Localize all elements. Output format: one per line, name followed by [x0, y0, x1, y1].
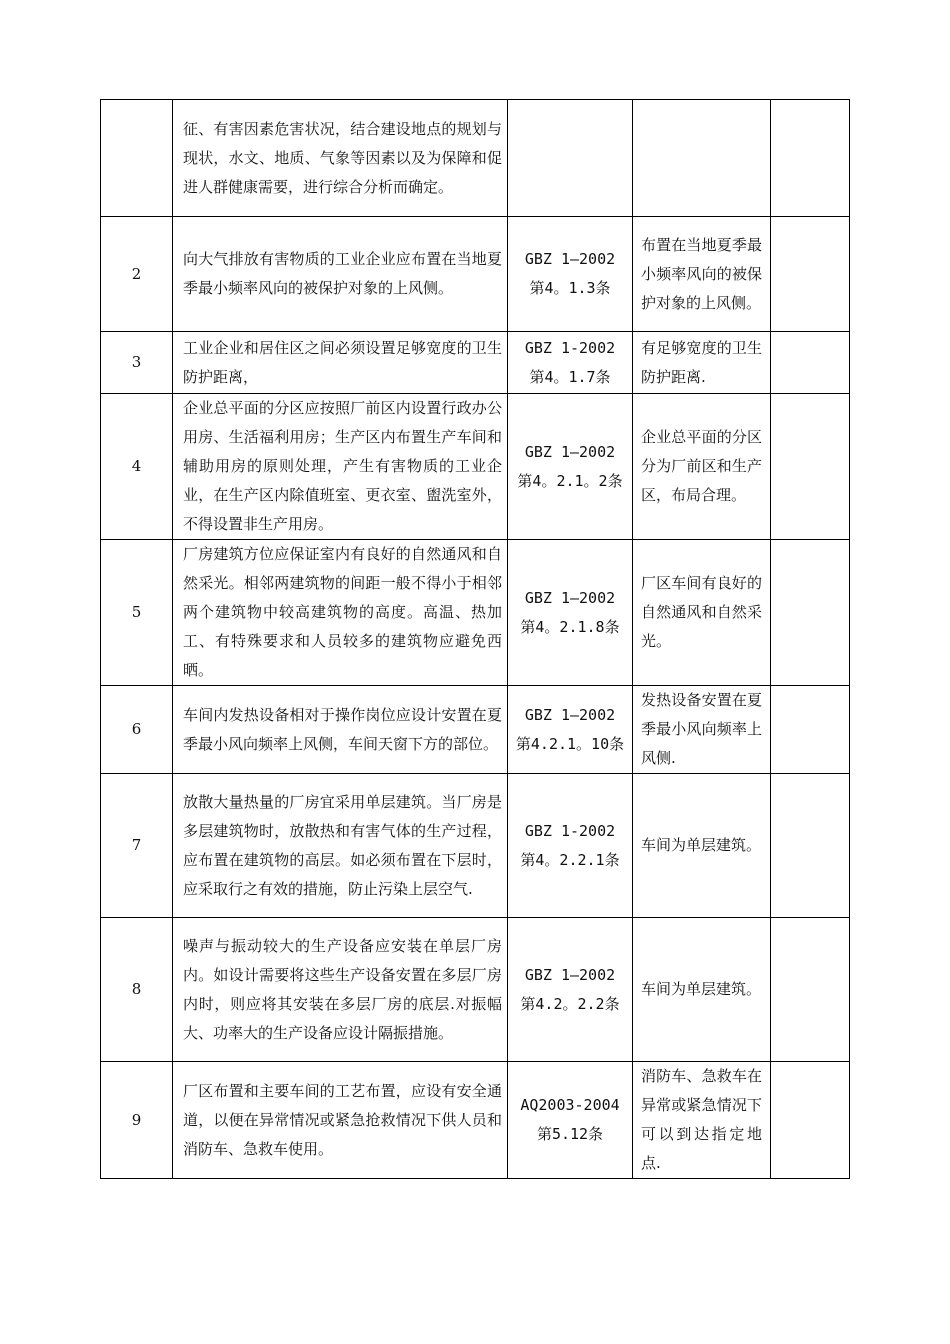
reference-clause: 第4。1.3条 — [529, 279, 611, 297]
row-number: 5 — [101, 540, 173, 686]
reference-clause: 第4。2.1。2条 — [517, 471, 623, 490]
reference-clause: 第4.2。2.2条 — [520, 994, 620, 1013]
row-number: 2 — [101, 217, 173, 332]
row-number — [101, 100, 173, 217]
table-row — [101, 1062, 850, 1179]
row-number: 6 — [101, 686, 173, 774]
checklist-table — [100, 99, 850, 1179]
reference-cell — [508, 686, 633, 774]
table-row — [101, 918, 850, 1062]
row-number: 4 — [101, 394, 173, 540]
requirement-text: 厂区布置和主要车间的工艺布置，应设有安全通道，以便在异常情况或紧急抢救情况下供人员和消防车、急救车使用。 — [173, 1062, 508, 1179]
requirement-text: 噪声与振动较大的生产设备应安装在单层厂房内。如设计需要将这些生产设备安置在多层厂房内时，则应将其安装在多层厂房的底层.对振幅大、功率大的生产设备应设计隔振措施。 — [173, 918, 508, 1062]
reference-clause: 第4.2.1。10条 — [515, 734, 625, 753]
result-text: 车间为单层建筑。 — [633, 774, 771, 918]
reference-clause: 第4。2.2.1条 — [520, 850, 620, 869]
table-row — [101, 774, 850, 918]
reference-standard: GBZ 1—2002 — [524, 965, 616, 984]
note-cell — [771, 540, 850, 686]
requirement-text: 企业总平面的分区应按照厂前区内设置行政办公用房、生活福利用房；生产区内布置生产车间和辅助用房的原则处理，产生有害物质的工业企业，在生产区内除值班室、更衣室、盥洗室外，不得设置非生产用房。 — [173, 394, 508, 540]
reference-standard: GBZ 1—2002 — [524, 250, 616, 268]
row-number: 3 — [101, 332, 173, 394]
note-cell — [771, 774, 850, 918]
note-cell — [771, 100, 850, 217]
reference-standard: GBZ 1-2002 — [524, 821, 616, 840]
row-number: 8 — [101, 918, 173, 1062]
result-text: 消防车、急救车在异常或紧急情况下可以到达指定地点. — [633, 1062, 771, 1179]
table-row — [101, 100, 850, 217]
result-text: 布置在当地夏季最小频率风向的被保护对象的上风侧。 — [633, 217, 771, 332]
requirement-text: 厂房建筑方位应保证室内有良好的自然通风和自然采光。相邻两建筑物的间距一般不得小于相邻两个建筑物中较高建筑物的高度。高温、热加工、有特殊要求和人员较多的建筑物应避免西晒。 — [173, 540, 508, 686]
row-number: 9 — [101, 1062, 173, 1179]
note-cell — [771, 394, 850, 540]
result-text: 车间为单层建筑。 — [633, 918, 771, 1062]
reference-standard: GBZ 1-2002 — [524, 338, 616, 357]
note-cell — [771, 1062, 850, 1179]
requirement-text: 向大气排放有害物质的工业企业应布置在当地夏季最小频率风向的被保护对象的上风侧。 — [173, 217, 508, 332]
table-row — [101, 394, 850, 540]
table-row — [101, 686, 850, 774]
result-text: 有足够宽度的卫生防护距离. — [633, 332, 771, 394]
reference-cell — [508, 332, 633, 394]
note-cell — [771, 217, 850, 332]
row-number: 7 — [101, 774, 173, 918]
reference-standard: GBZ 1—2002 — [524, 705, 616, 724]
result-text: 发热设备安置在夏季最小风向频率上风侧. — [633, 686, 771, 774]
requirement-text: 征、有害因素危害状况，结合建设地点的规划与现状，水文、地质、气象等因素以及为保障和促进人群健康需要，进行综合分析而确定。 — [173, 100, 508, 217]
note-cell — [771, 686, 850, 774]
note-cell — [771, 918, 850, 1062]
reference-cell — [508, 1062, 633, 1179]
requirement-text: 车间内发热设备相对于操作岗位应设计安置在夏季最小风向频率上风侧，车间天窗下方的部位。 — [173, 686, 508, 774]
table-row — [101, 540, 850, 686]
reference-cell — [508, 540, 633, 686]
requirement-text: 放散大量热量的厂房宜采用单层建筑。当厂房是多层建筑物时，放散热和有害气体的生产过程，应布置在建筑物的高层。如必须布置在下层时，应采取行之有效的措施，防止污染上层空气. — [173, 774, 508, 918]
reference-cell — [508, 774, 633, 918]
note-cell — [771, 332, 850, 394]
result-text: 企业总平面的分区分为厂前区和生产区，布局合理。 — [633, 394, 771, 540]
reference-cell — [508, 918, 633, 1062]
reference-standard: GBZ 1—2002 — [524, 442, 616, 461]
reference-clause: 第4。1.7条 — [529, 367, 611, 386]
result-text — [633, 100, 771, 217]
table-row — [101, 332, 850, 394]
reference-cell — [508, 217, 633, 332]
table-row — [101, 217, 850, 332]
reference-cell — [508, 100, 633, 217]
reference-standard: AQ2003-2004 — [520, 1096, 620, 1114]
reference-clause: 第4。2.1.8条 — [520, 617, 620, 636]
reference-cell — [508, 394, 633, 540]
reference-standard: GBZ 1—2002 — [524, 588, 616, 607]
reference-clause: 第5.12条 — [536, 1125, 604, 1143]
requirement-text: 工业企业和居住区之间必须设置足够宽度的卫生防护距离， — [173, 332, 508, 394]
result-text: 厂区车间有良好的自然通风和自然采光。 — [633, 540, 771, 686]
